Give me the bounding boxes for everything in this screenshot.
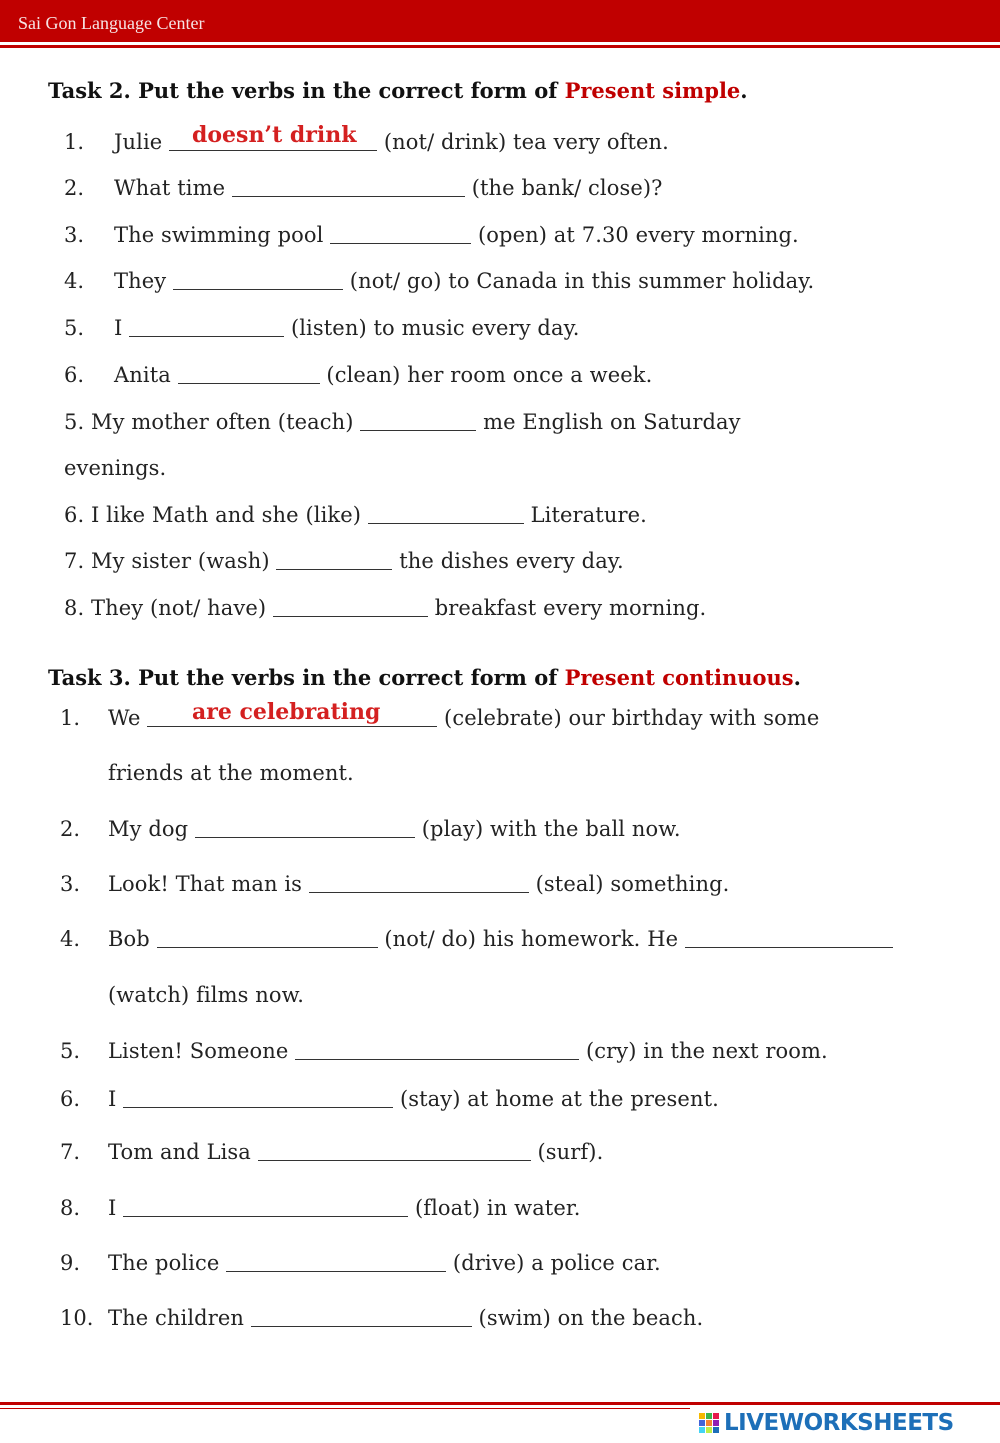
task3-item-number: 1. (60, 706, 81, 730)
task3-item-3 (108, 872, 729, 896)
task3-item-4 (108, 927, 893, 951)
item-text: (drive) a police car. (446, 1251, 661, 1275)
answer-blank[interactable] (258, 1158, 531, 1159)
answer-blank[interactable] (251, 1324, 472, 1325)
item-text: The children (108, 1306, 251, 1330)
item-text: (cry) in the next room. (579, 1039, 828, 1063)
item-text: We (108, 706, 148, 730)
answer-blank[interactable] (685, 945, 893, 946)
task2-item-6 (114, 363, 652, 387)
answer-blank[interactable] (360, 428, 476, 429)
item-text: What time (114, 176, 232, 200)
task3-item-number: 2. (60, 817, 81, 841)
answer-blank[interactable] (226, 1269, 446, 1270)
task3-item-7 (108, 1140, 603, 1164)
header-title: Sai Gon Language Center (18, 13, 205, 33)
liveworksheets-logo (698, 1408, 954, 1438)
item-text: (not/ go) to Canada in this summer holiday. (343, 269, 815, 293)
task3-item-number: 8. (60, 1196, 81, 1220)
task2-title (48, 78, 748, 103)
item-text: (the bank/ close)? (464, 176, 663, 200)
answer-blank[interactable] (169, 148, 377, 149)
item-text: (swim) on the beach. (471, 1306, 704, 1330)
item-text: (listen) to music every day. (284, 316, 580, 340)
task3-title-suffix: . (793, 665, 801, 690)
task3-item-5 (108, 1039, 828, 1063)
task2-item-5 (114, 316, 580, 340)
task2-title-prefix: Task 2. Put the verbs in the correct form of (48, 78, 565, 103)
answer-blank[interactable] (295, 1057, 579, 1058)
task3-title-highlight: Present continuous (564, 665, 794, 690)
task3-item-number: 3. (60, 872, 81, 896)
task2-title-highlight: Present simple (564, 78, 741, 103)
item-text: (surf). (530, 1140, 604, 1164)
task3-item-2 (108, 817, 681, 841)
item-text: (float) in water. (408, 1196, 581, 1220)
answer-blank[interactable] (123, 1214, 408, 1215)
answer-blank[interactable] (330, 241, 471, 242)
task3-item-number: 5. (60, 1039, 81, 1063)
task3-item-8 (108, 1196, 580, 1220)
task2-item-number: 4. (64, 269, 85, 293)
item-text: The swimming pool (114, 223, 331, 247)
answer-blank[interactable] (276, 567, 392, 568)
task3-answer-1[interactable]: are celebrating (192, 699, 381, 725)
answer-blank[interactable] (157, 945, 378, 946)
task2-item-number: 2. (64, 176, 85, 200)
task3-item-9 (108, 1251, 661, 1275)
item-text: Anita (114, 363, 178, 387)
item-text: (celebrate) our birthday with some (437, 706, 820, 730)
item-text: 7. My sister (wash) (64, 549, 277, 573)
answer-blank[interactable] (232, 194, 465, 195)
answer-blank[interactable] (309, 890, 529, 891)
task2-item-number: 6. (64, 363, 85, 387)
item-text: me English on Saturday (476, 410, 741, 434)
task2-item-number: 5. (64, 316, 85, 340)
liveworksheets-logo-icon (698, 1411, 720, 1435)
logo-text: LIVEWORKSHEETS (724, 1410, 954, 1436)
item-text: (play) with the ball now. (414, 817, 681, 841)
task3-item-number: 9. (60, 1251, 81, 1275)
item-text: (not/ drink) tea very often. (377, 130, 669, 154)
task2-extra-continuation: evenings. (64, 456, 167, 480)
item-text: Listen! Someone (108, 1039, 296, 1063)
item-text: (clean) her room once a week. (319, 363, 653, 387)
item-text: I (108, 1196, 124, 1220)
task3-item-number: 10. (60, 1306, 94, 1330)
answer-blank[interactable] (173, 287, 343, 288)
item-text: Tom and Lisa (108, 1140, 258, 1164)
task2-item-4 (114, 269, 814, 293)
item-text: Bob (108, 927, 157, 951)
task2-extra-item-6 (64, 503, 647, 527)
task3-item-number: 7. (60, 1140, 81, 1164)
item-text: My dog (108, 817, 195, 841)
answer-blank[interactable] (178, 381, 320, 382)
task2-item-number: 3. (64, 223, 85, 247)
task2-answer-1[interactable]: doesn’t drink (192, 122, 357, 148)
task2-title-suffix: . (740, 78, 748, 103)
answer-blank[interactable] (195, 835, 415, 836)
task3-item-number: 4. (60, 927, 81, 951)
item-text: the dishes every day. (392, 549, 624, 573)
answer-blank[interactable] (368, 521, 524, 522)
task3-item-6 (108, 1087, 719, 1111)
item-text: 8. They (not/ have) (64, 596, 273, 620)
answer-blank[interactable] (273, 614, 428, 615)
task3-item-4-continuation: (watch) films now. (108, 983, 304, 1007)
item-text: The police (108, 1251, 227, 1275)
item-text: Look! That man is (108, 872, 309, 896)
item-text: I (114, 316, 130, 340)
task3-title (48, 665, 801, 690)
item-text: They (114, 269, 173, 293)
item-text: (steal) something. (528, 872, 730, 896)
task2-extra-item-7 (64, 549, 624, 573)
task2-item-number: 1. (64, 130, 85, 154)
answer-blank[interactable] (123, 1105, 393, 1106)
task3-item-number: 6. (60, 1087, 81, 1111)
item-text: Literature. (523, 503, 647, 527)
footer-divider (0, 1402, 1000, 1405)
item-text: (not/ do) his homework. He (377, 927, 685, 951)
task2-extra-item-5 (64, 410, 741, 434)
task3-item-1-continuation: friends at the moment. (108, 761, 354, 785)
item-text: I (108, 1087, 124, 1111)
item-text: (stay) at home at the present. (393, 1087, 719, 1111)
answer-blank[interactable] (129, 334, 284, 335)
header-divider (0, 45, 1000, 48)
footer-divider-thin (0, 1408, 690, 1409)
task2-item-3 (114, 223, 799, 247)
task2-item-2 (114, 176, 663, 200)
task2-extra-item-8 (64, 596, 706, 620)
task3-item-10 (108, 1306, 703, 1330)
item-text: 6. I like Math and she (like) (64, 503, 368, 527)
item-text: 5. My mother often (teach) (64, 410, 361, 434)
item-text: breakfast every morning. (427, 596, 707, 620)
item-text: Julie (114, 130, 170, 154)
task3-title-prefix: Task 3. Put the verbs in the correct form of (48, 665, 565, 690)
item-text: (open) at 7.30 every morning. (471, 223, 799, 247)
